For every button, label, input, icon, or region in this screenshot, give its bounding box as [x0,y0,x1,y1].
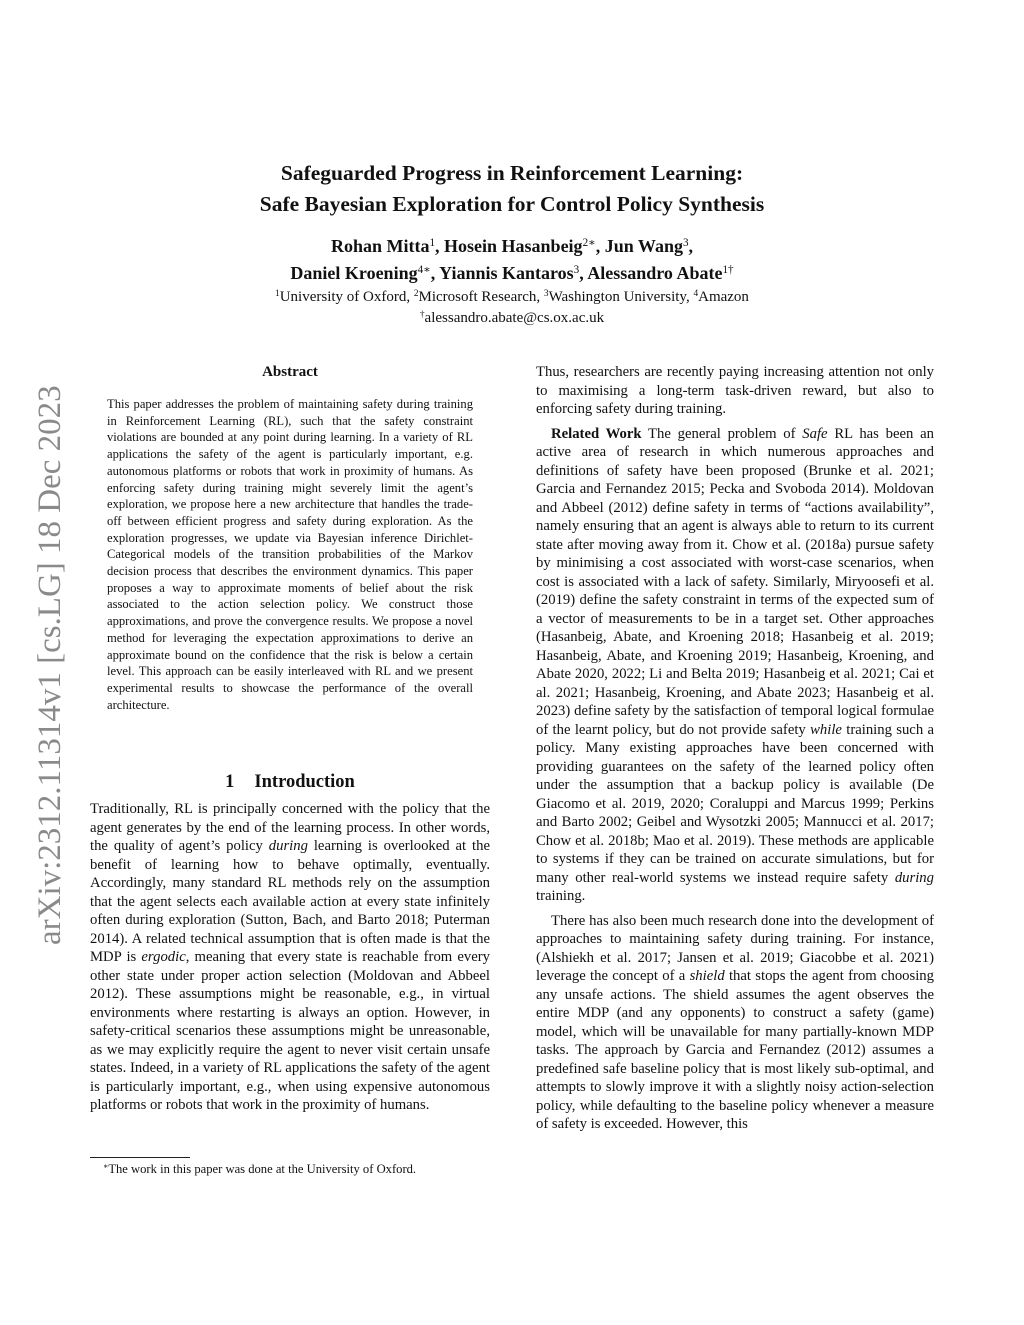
emphasis: Safe [802,425,828,442]
emphasis: shield [689,968,725,984]
author-list [0,233,1024,287]
author-line-2: Daniel Kroening$^{4∗}$, Yiannis Kantaros$^3$, Alessandro Abate$^{1\dagger}$ [290,263,734,283]
abstract-body: This paper addresses the problem of maintaining safety during training in Reinforcement Learning (RL), such that the safety constraint violations are bounded at any point during learning. In a variety of RL applications the safety of the agent is particularly important, e.g. autonomous platforms or robots that work in proximity of humans. As enforcing safety during training might severely limit the agent’s exploration, we propose here a new architecture that handles the trade-off between efficient progress and safety during exploration. As the exploration progresses, we update via Bayesian inference Dirichlet-Categorical models of the transition probabilities of the Markov decision process that describes the environment dynamics. This paper proposes a way to approximate moments of belief about the risk associated to the action selection policy. We construct those approximations, and prove the convergence results. We propose a novel method for leveraging the expectation approximations to derive an approximate bound on the confidence that the risk is below a certain level. This approach can be easily interleaved with RL and we present experimental results to showcase the performance of the overall architecture. [107,397,473,712]
text-run: RL has been an active area of research in which numerous approaches and definitions of safety have been proposed (Brunke et al. 2021; Garcia and Fernandez 2015; Pecka and Svoboda 2014). Moldovan and Abbeel (2012) define safety in terms of “actions availability”, namely ensuring that an agent is always able to return to its current state after moving away from it. Chow et al. (2018a) pursue safety by minimising a cost associated with worst-case scenarios, when cost is associated with a lack of safety. Similarly, Miryoosefi et al. (2019) define the safety constraint in terms of the expected sum of a vector of measurements to be in a target set. Other approaches (Hasanbeig, Abate, and Kroening 2018; Hasanbeig et al. 2019; Hasanbeig, Abate, and Kroening 2019; Hasanbeig, Kroening, and Abate 2020, 2022; Li and Belta 2019; Hasanbeig et al. 2021; Cai et al. 2021; Hasanbeig, Kroening, and Abate 2023; Hasanbeig et al. 2023) define safety by the satisfaction of temporal logical formulae of the learnt policy, but do not provide safety [536,425,934,738]
author-sup: 3 [682,236,689,249]
emphasis: during [894,869,934,886]
paragraph: Thus, researchers are recently paying increasing attention not only to maximising a long-term task-driven reward, but also to enforcing safety during training. [536,364,934,417]
affil-sup: 3 [543,288,549,299]
author-sup: 2∗ [582,236,596,249]
affiliation-line [0,287,1024,308]
text-run: training. [536,888,586,904]
footnote-mark: ∗ [103,1161,109,1171]
affiliations [0,287,1024,329]
affil-sup: 4 [693,288,699,299]
section-title: Introduction [254,772,355,792]
arxiv-stamp: arXiv:2312.11314v1 [cs.LG] 18 Dec 2023 [32,385,68,945]
contact-email [0,308,1024,329]
author-line-1: Rohan Mitta$^1$, Hosein Hasanbeig$^{2∗}$, Jun Wang$^3$, [330,236,694,256]
author-name: Alessandro Abate [587,263,723,283]
title-line-2: Safe Bayesian Exploration for Control Policy Synthesis [259,192,765,216]
left-column-body [90,800,490,1115]
author-name: Hosein Hasanbeig [444,236,583,256]
emphasis: ergodic [141,949,186,965]
email-sup: † [419,309,425,320]
email-address[interactable]: alessandro.abate@cs.ox.ac.uk [424,310,605,326]
affil-name: University of Oxford, [279,289,414,305]
text-run: , meaning that every state is reachable from every other state under proper action selection (Moldovan and Abbeel 2012). These assumptions might be reasonable, e.g., in virtual environments where restarting is always an option. However, in safety-critical scenarios these assumptions might be unreasonable, as we may explicitly require the agent to never visit certain unsafe states. Indeed, in a variety of RL applications the safety of the agent is particularly important, e.g., when using expensive autonomous platforms or robots that work in the proximity of humans. [90,949,490,1113]
section-heading-introduction [90,772,490,793]
related-work-paragraph [536,425,934,906]
right-column-body [536,363,934,1134]
text-run: Traditionally, RL is principally concerned with the policy that the agent generates by the end of the learning process. In other words, the quality of agent’s policy [90,801,490,854]
author-sup: 4∗ [417,263,431,276]
affil-sup: 1 [275,288,280,299]
author-name: Daniel Kroening [290,263,418,283]
paragraph [536,912,934,1134]
affil-name: Microsoft Research, [418,289,544,305]
author-sup: 1 [429,236,436,249]
author-sup: 3 [573,263,580,276]
abstract-heading: Abstract [262,364,318,380]
intro-paragraph [90,800,490,1115]
footnote-text: The work in this paper was done at the University of Oxford. [108,1162,417,1176]
emphasis: while [810,721,842,738]
related-work-heading: Related Work [551,425,642,442]
emphasis: during [268,838,308,854]
author-name: Jun Wang [604,236,683,256]
section-number: 1 [225,772,235,792]
affil-sup: 2 [413,288,419,299]
text-run: There has also been much research done into the development of approaches to maintaining safety during training. For instance, (Alshiekh et al. 2017; Jansen et al. 2019; Giacobbe et al. 2021) leverage the concept of a [536,912,934,984]
title-line-1: Safeguarded Progress in Reinforcement Learning: [280,161,744,185]
author-name: Yiannis Kantaros [439,263,574,283]
author-sup: 1† [722,263,734,276]
text-run: training such a policy. Many existing approaches have been concerned with providing guarantees on the safety of the learned policy often under the assumption that a backup policy is available (De Giacomo et al. 2019, 2020; Coraluppi and Marcus 1999; Perkins and Barto 2002; Geibel and Wysotzki 2005; Mannucci et al. 2017; Chow et al. 2018b; Mao et al. 2019). These methods are applicable to systems if they can be trained on accurate simulations, but for many other real-world systems we instead require safety [536,721,935,886]
paper-title [0,158,1024,220]
text-run: that stops the agent from choosing any unsafe actions. The shield assumes the agent observes the entire MDP (and any opponents) to construct a safety (game) model, which will be unavailable for many partially-known MDP tasks. The approach by Garcia and Fernandez (2012) assumes a predefined safe baseline policy that is most likely sub-optimal, and attempts to slowly improve it with a slightly noisy action-selection policy, while defaulting to the baseline policy whenever a measure of safety is exceeded. However, this [536,968,934,1132]
affil-name: Washington University, [548,289,694,305]
text-run: The general problem of [641,425,803,442]
affil-name: Amazon [698,289,749,305]
footnote-rule [90,1157,190,1158]
author-name: Rohan Mitta [330,236,430,256]
footnote [103,1161,490,1177]
text-run: learning is overlooked at the benefit of learning how to behave optimally, eventually. Accordingly, many standard RL methods rely on the assumption that the agent selects each available action at every state infinitely often during exploration (Sutton, Bach, and Barto 2018; Puterman 2014). A related technical assumption that is often made is that the MDP is [90,838,490,965]
